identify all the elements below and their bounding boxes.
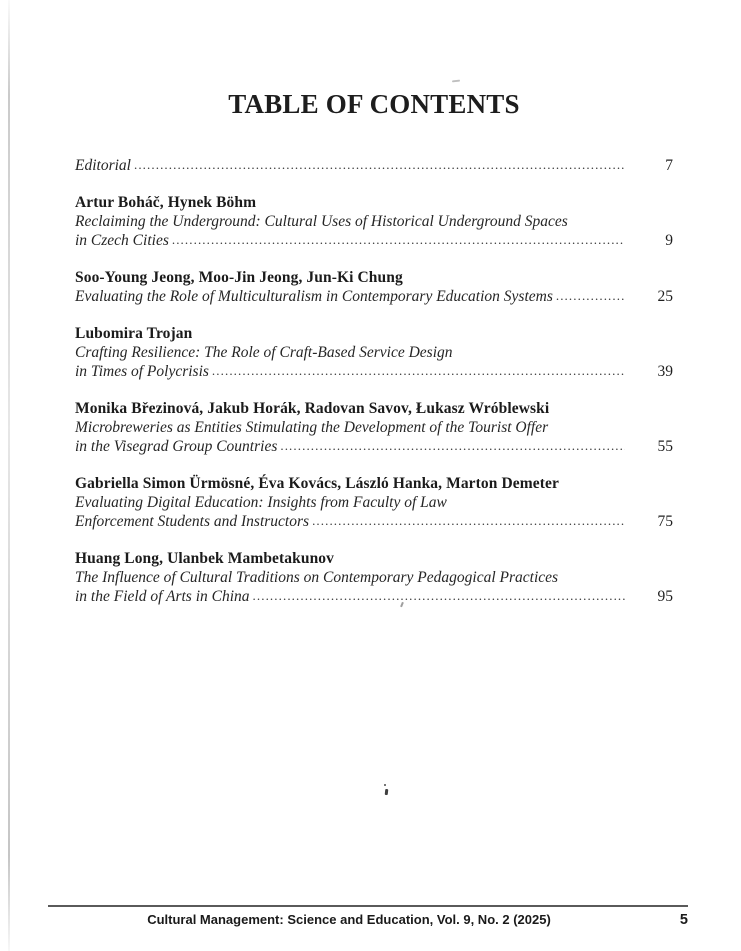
dotted-leader	[212, 361, 625, 380]
toc-title-text: in Czech Cities	[75, 232, 169, 249]
toc-entry-title-line	[75, 212, 673, 231]
toc-entry-authors: Gabriella Simon Ürmösné, Éva Kovács, László Hanka, Marton Demeter	[75, 475, 559, 492]
toc-entry-title-line	[75, 437, 673, 456]
toc-title-text: Reclaiming the Underground: Cultural Uses of Historical Underground Spaces	[75, 213, 568, 230]
toc-title-text: Evaluating Digital Education: Insights from Faculty of Law	[75, 494, 447, 511]
toc-title-text: Editorial	[75, 157, 131, 174]
toc-entry-title-line	[75, 231, 673, 250]
toc-title-text: Microbreweries as Entities Stimulating the Development of the Tourist Offer	[75, 419, 549, 436]
toc-title-text: Evaluating the Role of Multiculturalism in Contemporary Education Systems	[75, 288, 553, 305]
toc-entry-title-line	[75, 287, 673, 306]
dotted-leader	[172, 230, 625, 249]
toc-entry-authors: Soo-Young Jeong, Moo-Jin Jeong, Jun-Ki Chung	[75, 269, 403, 286]
page-content	[75, 0, 673, 624]
toc-page-number: 39	[657, 363, 673, 380]
dotted-leader	[134, 155, 625, 174]
toc-entry-title-line	[75, 493, 673, 512]
toc-entry-title-line	[75, 587, 673, 606]
scan-artifact	[385, 789, 388, 795]
toc-title-text: in the Field of Arts in China	[75, 588, 250, 605]
dotted-leader	[280, 436, 625, 455]
toc-entry	[75, 156, 673, 175]
page-title: TABLE OF CONTENTS	[228, 89, 520, 119]
toc-page-number: 95	[657, 588, 673, 605]
toc-entry-authors: Artur Boháč, Hynek Böhm	[75, 194, 257, 211]
toc-page-number: 55	[657, 438, 673, 455]
toc-entry-title-line	[75, 568, 673, 587]
toc-entry-lines	[75, 418, 673, 456]
toc-page-number: 7	[665, 157, 673, 174]
toc-entry	[75, 324, 673, 381]
toc-entry-authors: Monika Březinová, Jakub Horák, Radovan Savov, Łukasz Wróblewski	[75, 400, 550, 417]
toc-title-text: Enforcement Students and Instructors	[75, 513, 310, 530]
scan-artifact	[384, 784, 386, 786]
toc-entry	[75, 474, 673, 531]
footer-page-number: 5	[679, 912, 688, 928]
toc-title-text: Crafting Resilience: The Role of Craft-Based Service Design	[75, 344, 453, 361]
toc-entry-lines	[75, 343, 673, 381]
toc-page-number: 75	[657, 513, 673, 530]
toc-entry	[75, 399, 673, 456]
dotted-leader	[253, 586, 625, 605]
toc-page-number: 25	[657, 288, 673, 305]
toc-entry-title-line	[75, 156, 673, 175]
toc-entry-lines	[75, 287, 673, 306]
scan-edge-artifact	[8, 0, 10, 951]
toc-entry	[75, 268, 673, 306]
toc-entry-lines	[75, 568, 673, 606]
toc-entry-lines	[75, 493, 673, 531]
toc-entry	[75, 193, 673, 250]
toc-entry-authors: Lubomira Trojan	[75, 325, 193, 342]
dotted-leader	[312, 511, 625, 530]
toc-title-text: in the Visegrad Group Countries	[75, 438, 278, 455]
toc-entry-lines	[75, 212, 673, 250]
page-footer	[48, 905, 688, 928]
toc-entry-title-line	[75, 343, 673, 362]
toc-entry-title-line	[75, 362, 673, 381]
toc-list	[75, 156, 673, 606]
toc-title-text: in Times of Polycrisis	[75, 363, 209, 380]
toc-entry-title-line	[75, 418, 673, 437]
toc-title-text: The Influence of Cultural Traditions on Contemporary Pedagogical Practices	[75, 569, 559, 586]
toc-entry-authors: Huang Long, Ulanbek Mambetakunov	[75, 550, 335, 567]
toc-entry	[75, 549, 673, 606]
toc-entry-lines	[75, 156, 673, 175]
toc-entry-title-line	[75, 512, 673, 531]
toc-page-number: 9	[665, 232, 673, 249]
footer-journal-line: Cultural Management: Science and Education, Vol. 9, No. 2 (2025)	[147, 912, 551, 927]
dotted-leader	[556, 286, 625, 305]
